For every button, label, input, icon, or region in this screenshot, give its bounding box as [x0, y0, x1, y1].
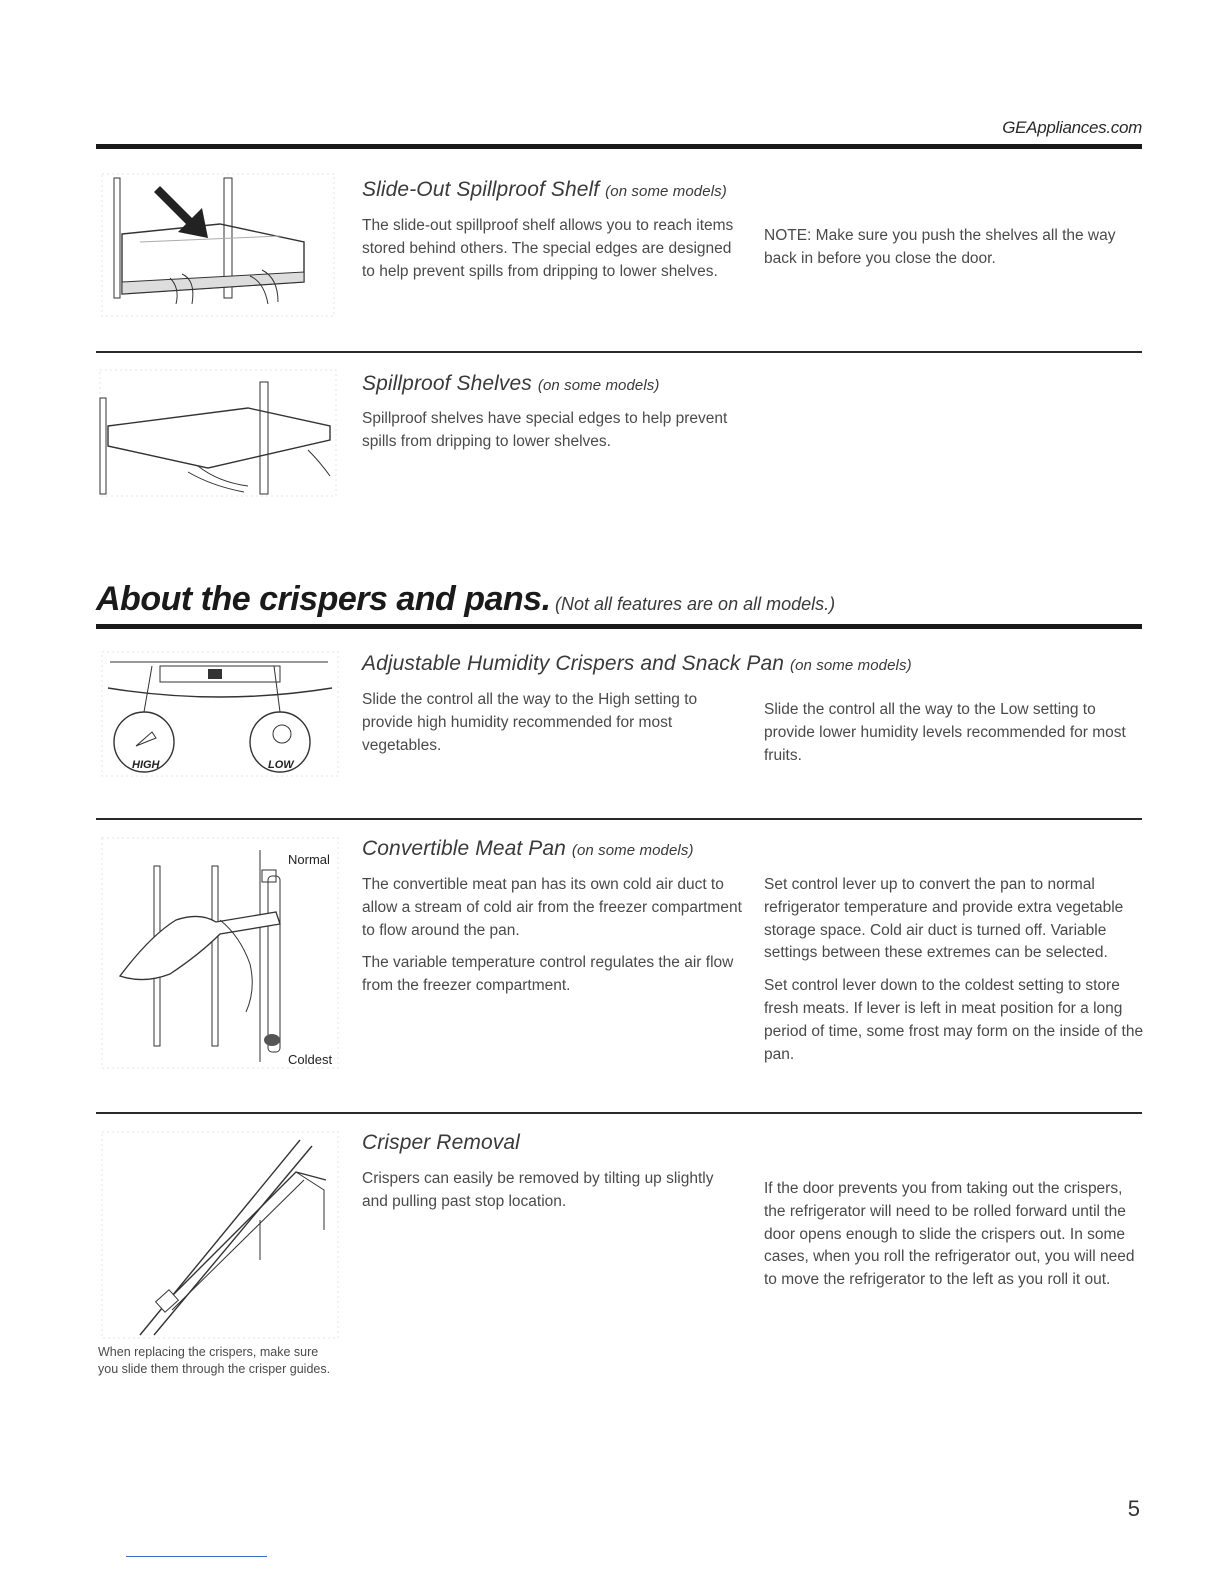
section-divider [96, 351, 1142, 353]
humidity-control-illustration [100, 650, 340, 778]
spillproof-shelves-illustration [98, 368, 338, 498]
meat-pan-duct-text: The convertible meat pan has its own cold air duct to allow a stream of cold air from the freezer compartment to flow around the pan. [362, 876, 742, 939]
crisper-removal-illustration [100, 1130, 340, 1340]
crisper-guides-caption: When replacing the crispers, make sure you slide them through the crisper guides. [98, 1345, 331, 1376]
crisper-removal-text: Crispers can easily be removed by tilting up slightly and pulling past stop location. [362, 1170, 714, 1210]
humidity-low-text: Slide the control all the way to the Low setting to provide lower humidity levels recommended for most fruits. [764, 701, 1126, 764]
meat-pan-col1 [362, 874, 742, 998]
meat-pan-lever-down-text: Set control lever down to the coldest setting to store fresh meats. If lever is left in meat position for a long period of time, some frost may form on the inside of the pan. [764, 977, 1144, 1063]
spillproof-shelves-text: Spillproof shelves have special edges to help prevent spills from dripping to lower shelves. [362, 410, 728, 450]
slide-out-shelf-text: The slide-out spillproof shelf allows you to reach items stored behind others. The special edges are designed to help prevent spills from dripping to lower shelves. [362, 217, 734, 280]
slide-out-shelf-title: Slide-Out Spillproof Shelf (on some models) [362, 178, 727, 201]
high-label: HIGH [132, 759, 160, 771]
spillproof-shelves-title: Spillproof Shelves (on some models) [362, 372, 660, 395]
meat-pan-control-text: The variable temperature control regulates the air flow from the freezer compartment. [362, 954, 734, 995]
humidity-crispers-title: Adjustable Humidity Crispers and Snack Pan (on some models) [362, 652, 912, 675]
footer-line [126, 1556, 267, 1557]
section-divider [96, 818, 1142, 820]
header-rule [96, 144, 1142, 149]
slide-out-shelf-illustration [100, 172, 336, 318]
crispers-section-heading: About the crispers and pans. (Not all features are on all models.) [96, 580, 836, 618]
crispers-heading-rule [96, 624, 1142, 629]
low-label: LOW [268, 759, 294, 771]
meat-pan-control-illustration [100, 836, 348, 1070]
page-number: 5 [1127, 1496, 1140, 1521]
meat-pan-col2 [764, 874, 1144, 1066]
crisper-removal-title: Crisper Removal [362, 1131, 520, 1154]
meat-pan-lever-up-text: Set control lever up to convert the pan to normal refrigerator temperature and provide extra vegetable storage space. Cold air duct is turned off. Variable settings between these extremes can be selected. [764, 876, 1124, 962]
normal-label: Normal [288, 852, 330, 867]
crisper-removal-door-text: If the door prevents you from taking out the crispers, the refrigerator will need to be rolled forward until the door opens enough to slide the crispers out. In some cases, when you roll the refrigerator out, you will need to move the refrigerator to the left as you roll it out. [764, 1180, 1135, 1289]
slide-out-shelf-note: NOTE: Make sure you push the shelves all the way back in before you close the door. [764, 227, 1116, 267]
section-divider [96, 1112, 1142, 1114]
humidity-high-text: Slide the control all the way to the High setting to provide high humidity recommended for most vegetables. [362, 691, 698, 754]
meat-pan-title: Convertible Meat Pan (on some models) [362, 837, 694, 860]
coldest-label: Coldest [288, 1052, 333, 1067]
site-url: GEAppliances.com [1002, 118, 1142, 137]
